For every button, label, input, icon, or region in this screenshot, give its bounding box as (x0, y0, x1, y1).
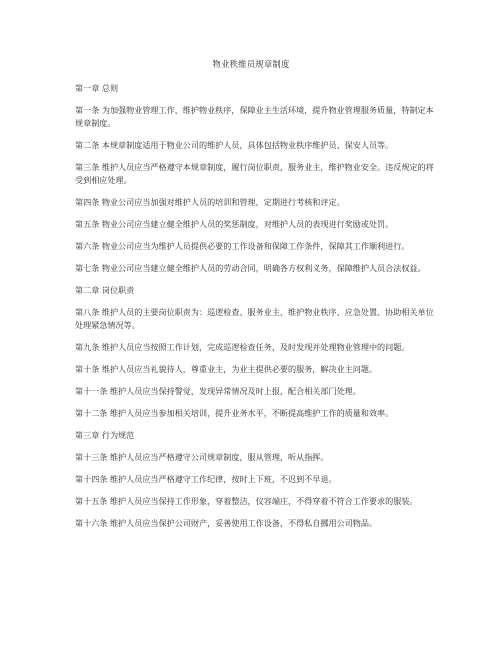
article-paragraph: 第八条 维护人员的主要岗位职责为：巡逻检查、服务业主、维护物业秩序、应急处置、协助相关单位处理紧急情况等。 (75, 307, 434, 330)
chapter-heading: 第三章 行为规范 (75, 430, 135, 440)
article-paragraph: 第十四条 维护人员应当严格遵守工作纪律，按时上下班，不迟到不早退。 (75, 474, 337, 484)
article-paragraph: 第二条 本规章制度适用于物业公司的维护人员，具体包括物业秩序维护员、保安人员等。 (75, 140, 394, 150)
article-paragraph: 第六条 物业公司应当为维护人员提供必要的工作设备和保障工作条件，保障其工作顺利进行。 (75, 241, 410, 251)
article-paragraph: 第十一条 维护人员应当保持警觉，发现异常情况及时上报，配合相关部门处理。 (75, 386, 361, 396)
article-paragraph: 第四条 物业公司应当加强对维护人员的培训和管理，定期进行考核和评定。 (75, 197, 345, 207)
article-paragraph: 第十条 维护人员应当礼貌待人，尊重业主，为业主提供必要的服务，解决业主问题。 (75, 364, 378, 374)
article-paragraph: 第十五条 维护人员应当保持工作形象，穿着整洁，仪容端庄，不得穿着不符合工作要求的服装。 (75, 496, 418, 506)
article-paragraph: 第十六条 维护人员应当保护公司财产，妥善使用工作设备，不得私自挪用公司物品。 (75, 518, 378, 528)
article-paragraph: 第九条 维护人员应当按照工作计划，完成巡逻检查任务，及时发现并处理物业管理中的问题。 (75, 342, 410, 352)
article-paragraph: 第三条 维护人员应当严格遵守本规章制度，履行岗位职责，服务业主，维护物业安全。违反规定的将受到相应处理。 (75, 162, 434, 185)
article-paragraph: 第七条 物业公司应当建立健全维护人员的劳动合同，明确各方权利义务，保障维护人员合法权益。 (75, 263, 426, 273)
document-body (75, 82, 435, 539)
article-paragraph: 第十三条 维护人员应当严格遵守公司规章制度，服从管理，听从指挥。 (75, 452, 329, 462)
article-paragraph: 第十二条 维护人员应当参加相关培训，提升业务水平，不断提高维护工作的质量和效率。 (75, 408, 394, 418)
document-title: 物业秩维员规章制度 (212, 59, 290, 69)
article-paragraph: 第五条 物业公司应当建立健全维护人员的奖惩制度，对维护人员的表现进行奖励或处罚。 (75, 219, 394, 229)
chapter-heading: 第一章 总则 (75, 83, 119, 93)
chapter-heading: 第二章 岗位职责 (75, 285, 135, 295)
article-paragraph: 第一条 为加强物业管理工作，维护物业秩序，保障业主生活环境，提升物业管理服务质量，特制定本规章制度。 (75, 105, 434, 128)
